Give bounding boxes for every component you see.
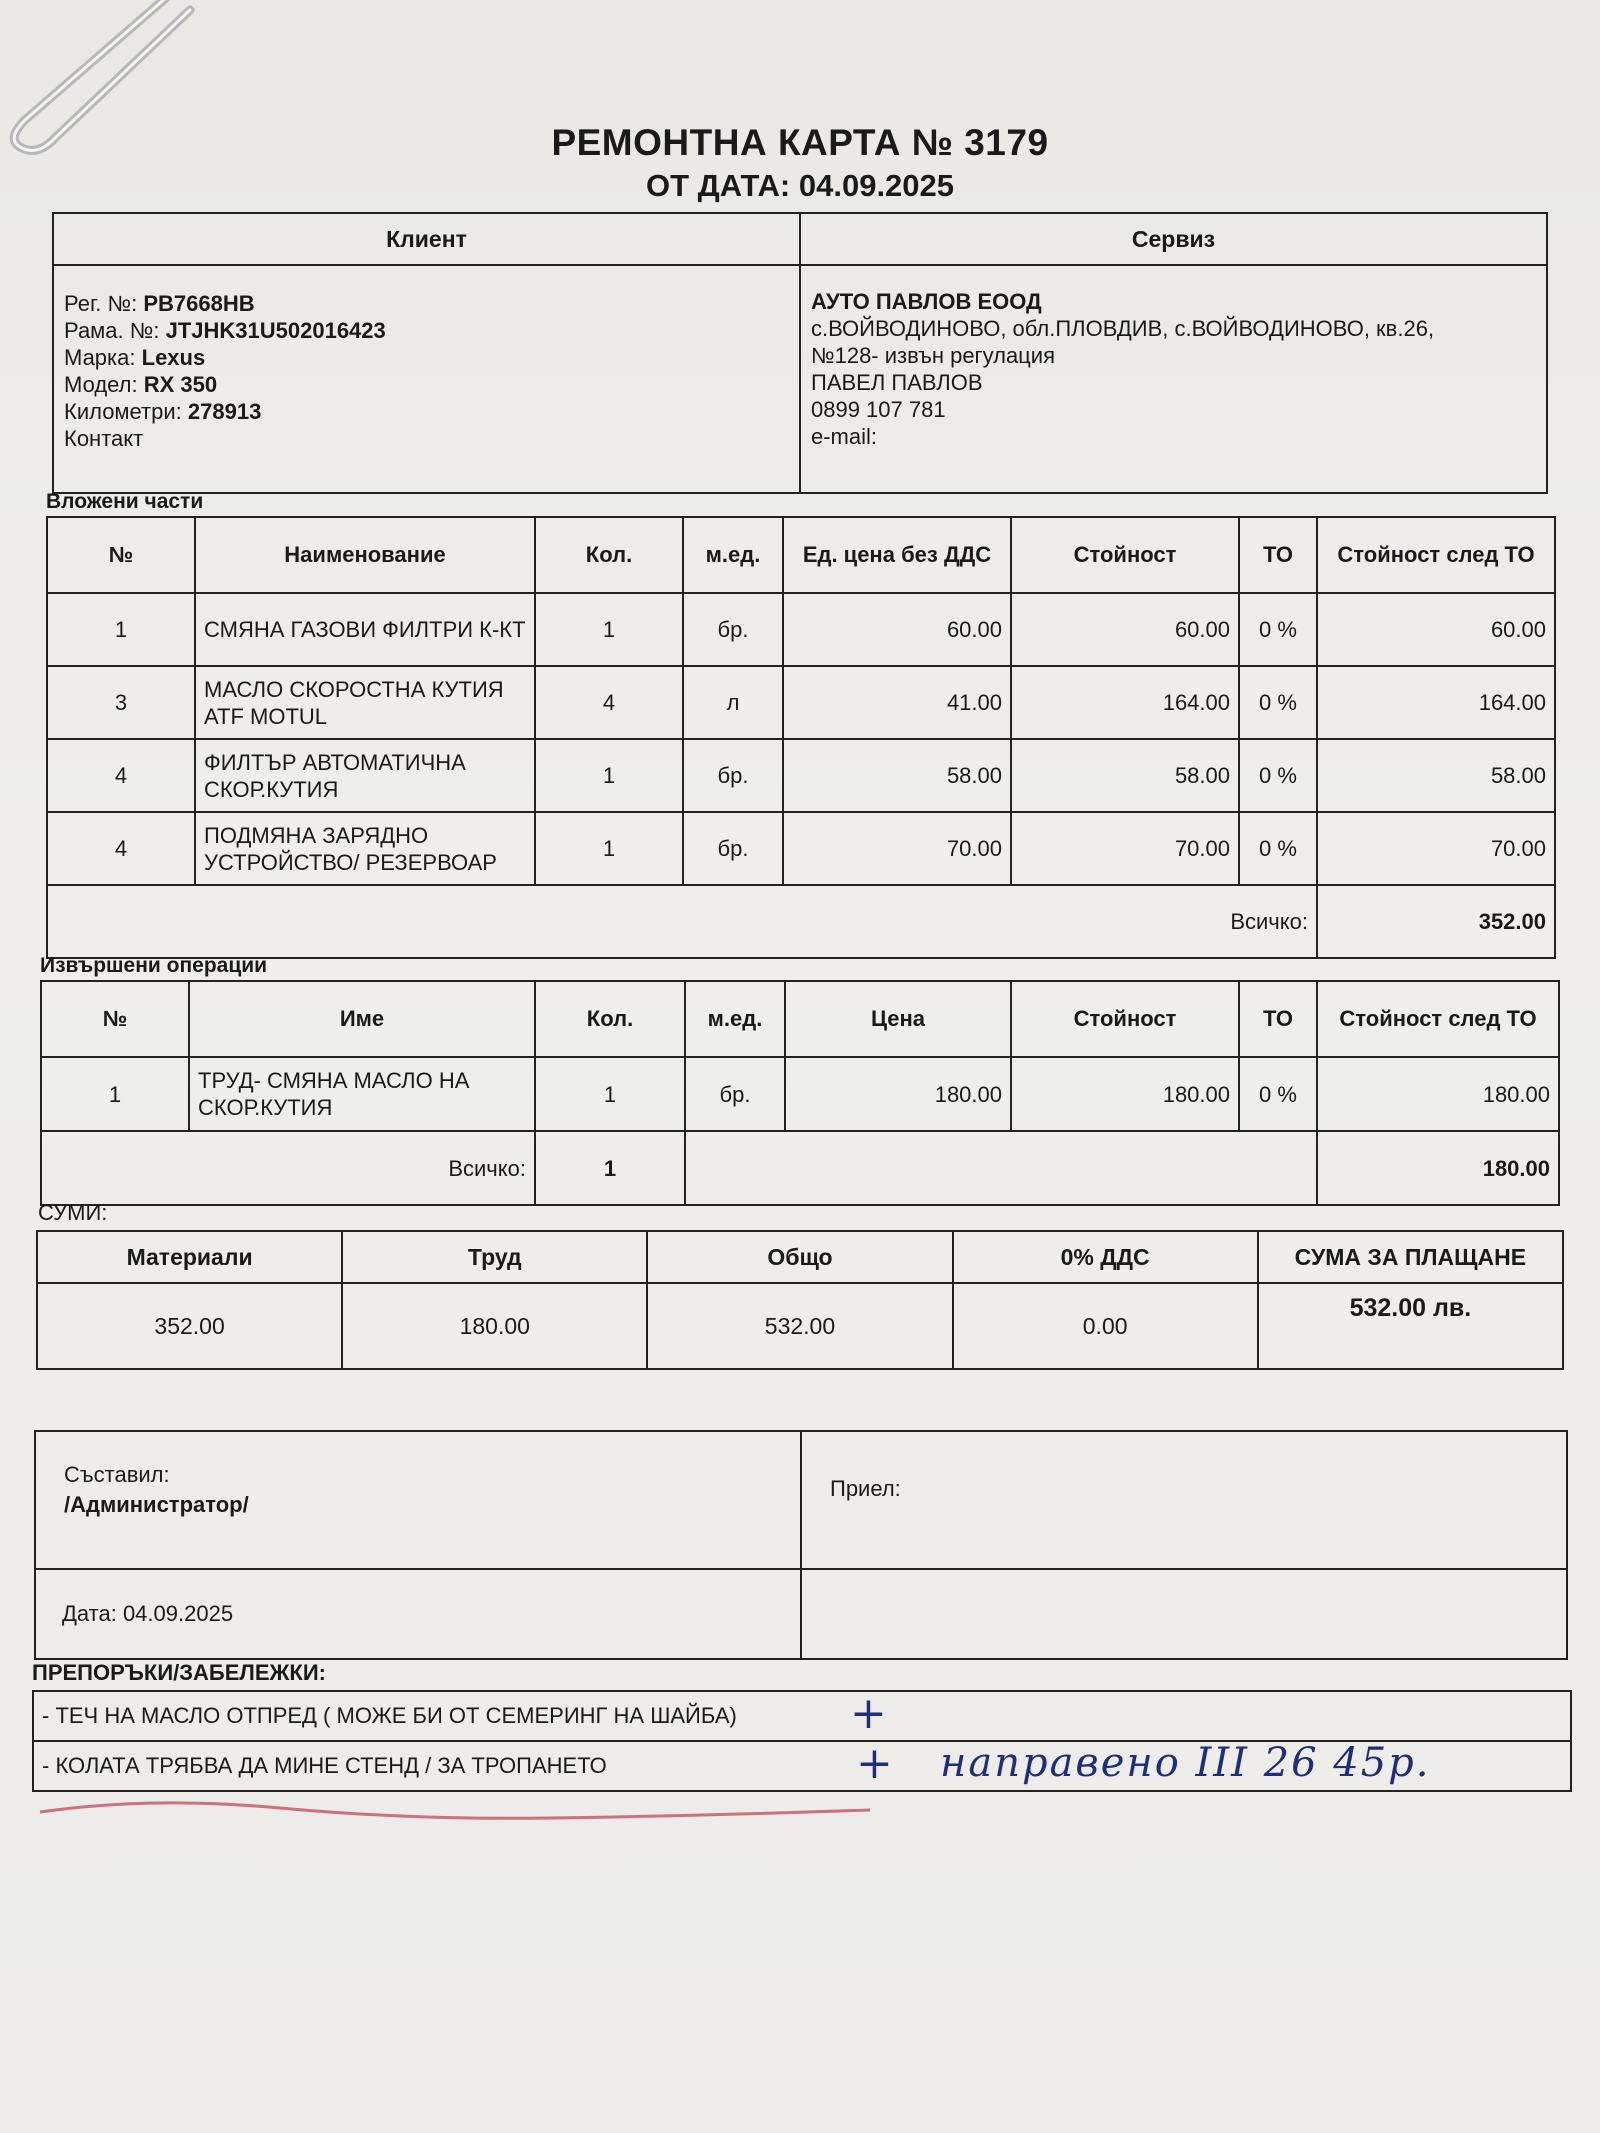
vat-value: 0.00 (953, 1283, 1258, 1369)
col-vat: 0% ДДС (953, 1231, 1258, 1283)
row-value: 164.00 (1011, 666, 1239, 739)
table-row (47, 739, 1555, 812)
client-info (53, 265, 800, 493)
row-unit: бр. (683, 812, 783, 885)
row-no: 3 (47, 666, 195, 739)
row-name: ТРУД- СМЯНА МАСЛО НА СКОР.КУТИЯ (189, 1057, 535, 1131)
col-labor: Труд (342, 1231, 647, 1283)
col-after-to: Стойност след ТО (1317, 517, 1555, 593)
materials-value: 352.00 (37, 1283, 342, 1369)
sums-values-row (37, 1283, 1563, 1369)
row-after: 70.00 (1317, 812, 1555, 885)
operations-total-value: 180.00 (1317, 1131, 1559, 1205)
col-no: № (41, 981, 189, 1057)
row-after: 58.00 (1317, 739, 1555, 812)
sums-table (36, 1230, 1564, 1370)
row-value: 58.00 (1011, 739, 1239, 812)
service-info (800, 265, 1547, 493)
operations-total-label: Всичко: (41, 1131, 535, 1205)
row-unit: бр. (683, 739, 783, 812)
amount-due-value: 532.00 лв. (1258, 1283, 1563, 1369)
operations-header-row (41, 981, 1559, 1057)
row-value: 180.00 (1011, 1057, 1239, 1131)
table-row (47, 666, 1555, 739)
row-name: СМЯНА ГАЗОВИ ФИЛТРИ К-КТ (195, 593, 535, 666)
service-heading: Сервиз (800, 213, 1547, 265)
service-email-label: e-mail: (811, 424, 878, 449)
handwritten-plus-2: + (856, 1738, 893, 1789)
col-price: Цена (785, 981, 1011, 1057)
col-materials: Материали (37, 1231, 342, 1283)
row-name: ФИЛТЪР АВТОМАТИЧНА СКОР.КУТИЯ (195, 739, 535, 812)
row-price: 58.00 (783, 739, 1011, 812)
row-qty: 1 (535, 593, 683, 666)
col-unit-price: Ед. цена без ДДС (783, 517, 1011, 593)
document-date: ОТ ДАТА: 04.09.2025 (645, 168, 955, 203)
col-name: Наименование (195, 517, 535, 593)
row-unit: л (683, 666, 783, 739)
sums-section-label: СУМИ: (38, 1200, 108, 1225)
client-mileage: Километри: 278913 (64, 399, 262, 424)
service-name: АУТО ПАВЛОВ ЕООД (811, 289, 1042, 314)
col-qty: Кол. (535, 517, 683, 593)
received-label: Приел: (830, 1476, 901, 1501)
operations-total-spacer (685, 1131, 1317, 1205)
table-row (47, 812, 1555, 885)
col-after-to: Стойност след ТО (1317, 981, 1559, 1057)
row-price: 60.00 (783, 593, 1011, 666)
client-model: Модел: RX 350 (64, 372, 218, 397)
col-unit: м.ед. (685, 981, 785, 1057)
row-to: 0 % (1239, 812, 1317, 885)
client-vin: Рама. №: JTJHK31U502016423 (64, 318, 386, 343)
row-value: 60.00 (1011, 593, 1239, 666)
note-item: - ТЕЧ НА МАСЛО ОТПРЕД ( МОЖЕ БИ ОТ СЕМЕРИНГ НА ШАЙБА) (33, 1691, 1571, 1741)
signature-table (34, 1430, 1568, 1660)
composed-by: /Администратор/ (64, 1492, 249, 1517)
parts-header-row (47, 517, 1555, 593)
parts-total-value: 352.00 (1317, 885, 1555, 958)
operations-section-label: Извършени операции (40, 954, 268, 977)
col-total: Общо (647, 1231, 952, 1283)
service-person: ПАВЕЛ ПАВЛОВ (811, 370, 983, 395)
total-value: 532.00 (647, 1283, 952, 1369)
sums-header-row (37, 1231, 1563, 1283)
parts-table (46, 516, 1556, 959)
client-heading: Клиент (53, 213, 800, 265)
row-qty: 4 (535, 666, 683, 739)
row-after: 60.00 (1317, 593, 1555, 666)
handwritten-plus-1: + (850, 1688, 887, 1739)
composed-label: Съставил: (64, 1462, 170, 1487)
row-value: 70.00 (1011, 812, 1239, 885)
row-to: 0 % (1239, 739, 1317, 812)
row-name: МАСЛО СКОРОСТНА КУТИЯ ATF MOTUL (195, 666, 535, 739)
row-unit: бр. (683, 593, 783, 666)
client-service-table (52, 212, 1548, 494)
service-address-1: с.ВОЙВОДИНОВО, обл.ПЛОВДИВ, с.ВОЙВОДИНОВО, кв.26, (811, 316, 1435, 341)
client-make: Марка: Lexus (64, 345, 206, 370)
parts-section-label: Вложени части (46, 490, 204, 513)
col-unit: м.ед. (683, 517, 783, 593)
row-qty: 1 (535, 1057, 685, 1131)
document-title: РЕМОНТНА КАРТА № 3179 (551, 122, 1049, 163)
col-value: Стойност (1011, 517, 1239, 593)
row-no: 4 (47, 739, 195, 812)
row-no: 4 (47, 812, 195, 885)
note-item: - КОЛАТА ТРЯБВА ДА МИНЕ СТЕНД / ЗА ТРОПАНЕТО (33, 1741, 1571, 1791)
parts-total-label: Всичко: (47, 885, 1317, 958)
row-no: 1 (41, 1057, 189, 1131)
handwritten-note: направено III 26 45р. (940, 1740, 1431, 1786)
col-amount-due: СУМА ЗА ПЛАЩАНЕ (1258, 1231, 1563, 1283)
labor-value: 180.00 (342, 1283, 647, 1369)
operations-total-qty: 1 (535, 1131, 685, 1205)
row-qty: 1 (535, 739, 683, 812)
parts-total-row (47, 885, 1555, 958)
row-price: 41.00 (783, 666, 1011, 739)
col-value: Стойност (1011, 981, 1239, 1057)
composed-cell (35, 1431, 801, 1569)
row-to: 0 % (1239, 593, 1317, 666)
row-unit: бр. (685, 1057, 785, 1131)
operations-table (40, 980, 1560, 1206)
red-underline-stroke (30, 1790, 890, 1840)
row-no: 1 (47, 593, 195, 666)
client-reg: Рег. №: PB7668HB (64, 291, 255, 316)
col-to: ТО (1239, 517, 1317, 593)
col-qty: Кол. (535, 981, 685, 1057)
row-price: 180.00 (785, 1057, 1011, 1131)
row-to: 0 % (1239, 666, 1317, 739)
sign-date: Дата: 04.09.2025 (35, 1569, 801, 1659)
table-row (47, 593, 1555, 666)
col-name: Име (189, 981, 535, 1057)
col-no: № (47, 517, 195, 593)
received-cell (801, 1431, 1567, 1569)
row-after: 180.00 (1317, 1057, 1559, 1131)
service-phone: 0899 107 781 (811, 397, 946, 422)
table-row (41, 1057, 1559, 1131)
service-address-2: №128- извън регулация (811, 343, 1055, 368)
operations-total-row (41, 1131, 1559, 1205)
row-price: 70.00 (783, 812, 1011, 885)
row-to: 0 % (1239, 1057, 1317, 1131)
client-contact: Контакт (64, 426, 144, 451)
received-sign-space (801, 1569, 1567, 1659)
notes-section-label: ПРЕПОРЪКИ/ЗАБЕЛЕЖКИ: (32, 1660, 326, 1685)
col-to: ТО (1239, 981, 1317, 1057)
row-name: ПОДМЯНА ЗАРЯДНО УСТРОЙСТВО/ РЕЗЕРВОАР (195, 812, 535, 885)
row-after: 164.00 (1317, 666, 1555, 739)
row-qty: 1 (535, 812, 683, 885)
